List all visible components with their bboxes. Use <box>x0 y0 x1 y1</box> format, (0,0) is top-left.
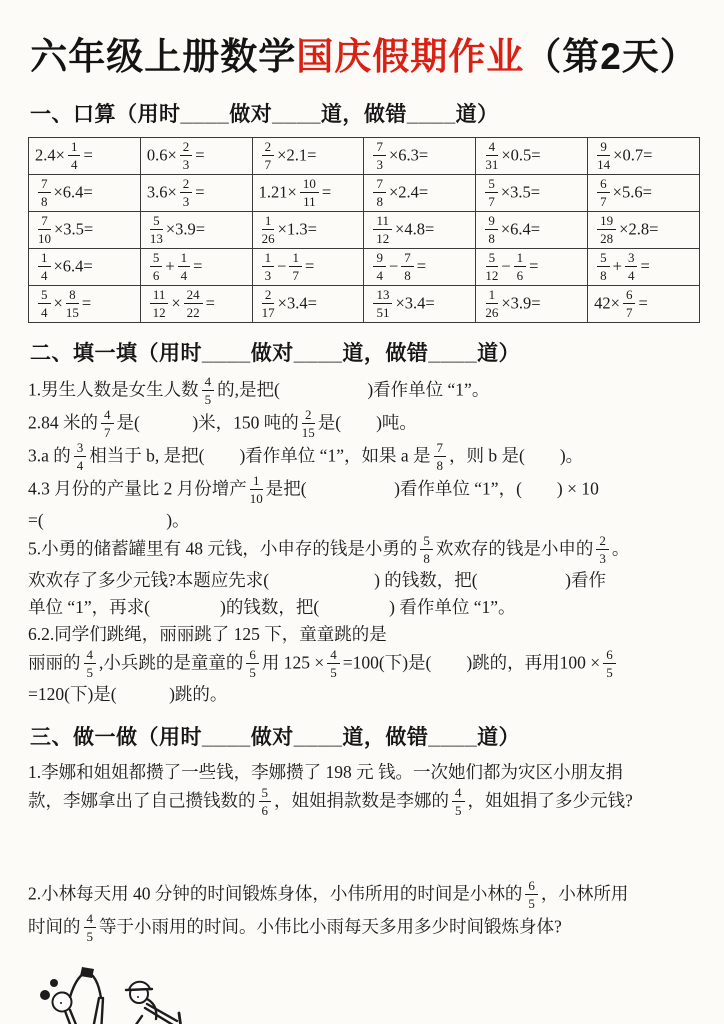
fraction: $\frac{10}{11}$ <box>300 177 319 208</box>
text-run: ×6.4= <box>500 218 541 238</box>
fill-problem-4 <box>28 475 700 533</box>
oral-math-cell <box>140 212 252 249</box>
fraction: $\frac{4}{7}$ <box>101 408 114 439</box>
fraction: $\frac{6}{7}$ <box>597 177 610 208</box>
fraction: $\frac{2}{7}$ <box>262 140 275 171</box>
oral-math-cell <box>588 175 700 212</box>
text-run: ×6.4= <box>53 181 93 201</box>
oral-math-cell <box>364 212 476 249</box>
do-problem-2 <box>28 880 700 944</box>
fill-problem-2 <box>28 409 700 440</box>
boy-cap-brim <box>126 989 152 990</box>
children-exercising-illustration <box>30 952 205 1024</box>
oral-math-cell <box>29 138 141 175</box>
oral-math-cell <box>252 249 364 286</box>
problem-line <box>28 649 700 680</box>
text-run: ，姐姐捐款数是李娜的 <box>274 790 449 811</box>
oral-math-cell <box>29 175 141 212</box>
fraction: $\frac{9}{4}$ <box>373 251 386 282</box>
oral-math-cell <box>476 286 588 323</box>
fraction: $\frac{6}{5}$ <box>603 648 616 679</box>
oral-math-cell <box>252 138 364 175</box>
oral-math-row <box>29 138 700 175</box>
text-run: 42× <box>594 292 620 312</box>
text-run: = <box>529 255 539 275</box>
text-run: 3.6× <box>146 181 177 201</box>
fraction: $\frac{2}{17}$ <box>261 286 275 320</box>
fraction: $\frac{1}{6}$ <box>514 251 527 282</box>
girl-pigtail-icon <box>40 990 50 1000</box>
fraction: $\frac{5}{7}$ <box>485 177 498 208</box>
text-run: 2.84 米的 <box>28 412 98 433</box>
fraction: $\frac{1}{3}$ <box>262 251 275 282</box>
text-run: 用 125 × <box>261 652 325 673</box>
text-run: 是( )吨。 <box>317 412 417 433</box>
fraction: $\frac{5}{8}$ <box>420 534 433 565</box>
fraction: $\frac{11}{12}$ <box>150 288 169 319</box>
problem-line <box>28 568 700 593</box>
fraction: $\frac{4}{5}$ <box>452 786 465 817</box>
text-run: = <box>205 292 215 312</box>
fraction: $\frac{4}{5}$ <box>84 912 97 943</box>
problem-line <box>28 880 700 911</box>
text-run: 5.小勇的储蓄罐里有 48 元钱，小申存的钱是小勇的 <box>28 538 418 559</box>
fraction: $\frac{4}{5}$ <box>202 375 215 406</box>
section-fill-header: 二、填一填（用时____做对____道，做错____道） <box>30 342 521 365</box>
text-run: ×3.9= <box>501 292 541 312</box>
fraction: $\frac{6}{5}$ <box>525 879 538 910</box>
problem-line <box>28 595 700 620</box>
fill-problems <box>28 376 700 707</box>
text-run: = <box>193 255 203 275</box>
fraction: $\frac{3}{4}$ <box>74 441 87 472</box>
text-run: − <box>388 255 399 275</box>
fraction: $\frac{7}{8}$ <box>401 251 414 282</box>
oral-math-cell <box>140 249 252 286</box>
text-run: 1.李娜和姐姐都攒了一些钱，李娜攒了 198 元 钱。一次她们都为灾区小朋友捐 <box>28 762 623 782</box>
text-run: 单位 “1”，再求( )的钱数，把( ) 看作单位 “1”。 <box>28 597 516 617</box>
text-run: = <box>640 255 650 275</box>
do-problems <box>28 760 700 944</box>
text-run: × <box>53 292 63 312</box>
text-run: ×3.4= <box>395 292 435 312</box>
fraction: $\frac{8}{15}$ <box>65 286 79 320</box>
oral-math-cell <box>364 175 476 212</box>
boy-stick <box>179 1013 181 1024</box>
fraction: $\frac{5}{13}$ <box>149 212 163 246</box>
title-part-1: 六年级上册数学 <box>30 36 297 77</box>
fraction: $\frac{13}{51}$ <box>373 288 392 319</box>
text-run: ,小兵跳的是童童的 <box>99 652 244 673</box>
fill-problem-5 <box>28 535 700 620</box>
fraction: $\frac{9}{8}$ <box>485 214 498 245</box>
text-run: ×2.8= <box>619 218 659 238</box>
fraction: $\frac{7}{3}$ <box>373 140 386 171</box>
section-do-header: 三、做一做（用时____做对____道，做错____道） <box>30 726 521 749</box>
text-run: ×0.5= <box>501 144 541 164</box>
oral-math-cell <box>476 175 588 212</box>
text-run: 相当于 b, 是把( )看作单位 “1”，如果 a 是 <box>89 445 431 466</box>
oral-math-cell <box>476 138 588 175</box>
text-run: = <box>81 292 92 312</box>
fraction: $\frac{5}{6}$ <box>150 251 163 282</box>
fraction: $\frac{7}{10}$ <box>38 212 51 246</box>
text-run: ×1.3= <box>277 218 317 238</box>
text-run: 是( )米，150 吨的 <box>116 412 299 433</box>
text-run: ×3.4= <box>277 292 317 312</box>
problem-line <box>28 622 700 647</box>
girl-leg <box>92 998 99 1024</box>
text-run: ×0.7= <box>613 144 653 164</box>
title-part-2: （第2天） <box>524 36 698 77</box>
fraction: $\frac{4}{31}$ <box>485 138 499 172</box>
fraction: $\frac{7}{8}$ <box>38 177 51 208</box>
text-run: − <box>501 255 511 275</box>
problem-line <box>28 760 700 785</box>
do-problem-1 <box>28 760 700 818</box>
text-run: 是把( )看作单位 “1”，( ) × 10 <box>265 478 599 499</box>
text-run: ×2.4= <box>388 181 429 201</box>
text-run: ×3.5= <box>54 218 94 238</box>
text-run: ，小林所用 <box>540 883 629 904</box>
problem-line <box>28 787 700 818</box>
fraction: $\frac{1}{4}$ <box>68 140 81 171</box>
oral-math-row <box>29 212 700 249</box>
text-run: ，姐姐捐了多少元钱? <box>467 790 633 811</box>
text-run: ×4.8= <box>395 218 435 238</box>
text-run: 。 <box>611 538 630 559</box>
problem-line <box>28 913 700 944</box>
fraction: $\frac{2}{15}$ <box>301 407 315 440</box>
problem-line <box>28 376 700 407</box>
fraction: $\frac{2}{3}$ <box>180 177 193 208</box>
text-run: 丽丽的 <box>28 652 81 673</box>
girl-arm <box>70 1010 79 1024</box>
section-oral-header: 一、口算（用时____做对____道，做错____道） <box>30 103 499 126</box>
text-run: 等于小雨用的时间。小伟比小雨每天多用多少时间锻炼身体? <box>99 916 562 937</box>
text-run: 欢欢存了多少元钱?本题应先求( ) 的钱数，把( )看作 <box>28 570 606 590</box>
oral-math-cell <box>29 249 141 286</box>
fraction: $\frac{5}{12}$ <box>485 249 499 283</box>
oral-math-cell <box>252 212 364 249</box>
fraction: $\frac{9}{14}$ <box>597 138 611 172</box>
text-run: ，则 b 是( )。 <box>449 445 584 466</box>
fraction: $\frac{1}{26}$ <box>261 212 275 246</box>
text-run: × <box>171 292 181 312</box>
text-run: = <box>83 144 93 164</box>
oral-math-table <box>28 137 700 323</box>
oral-math-cell <box>476 212 588 249</box>
fill-problem-3 <box>28 442 700 473</box>
girl-pigtail-icon <box>50 979 58 987</box>
fraction: $\frac{1}{26}$ <box>485 286 499 320</box>
fill-problem-6 <box>28 622 700 707</box>
text-run: ×6.3= <box>388 144 429 164</box>
problem-line <box>28 442 700 473</box>
text-run: = <box>195 181 205 201</box>
text-run: ×3.9= <box>165 218 206 238</box>
fraction: $\frac{5}{8}$ <box>597 251 610 282</box>
oral-math-cell <box>364 286 476 323</box>
fraction: $\frac{1}{4}$ <box>178 251 191 282</box>
fill-problem-1 <box>28 376 700 407</box>
text-run: 1.男生人数是女生人数 <box>28 379 199 400</box>
oral-math-cell <box>140 175 252 212</box>
fraction: $\frac{4}{5}$ <box>327 648 340 679</box>
text-run: ×3.5= <box>500 181 541 201</box>
oral-math-cell <box>588 286 700 323</box>
oral-math-cell <box>29 286 141 323</box>
fraction: $\frac{3}{4}$ <box>625 251 638 282</box>
fraction: $\frac{19}{28}$ <box>597 214 616 245</box>
text-run: =120(下)是( )跳的。 <box>28 684 228 704</box>
oral-math-cell <box>252 286 364 323</box>
oral-math-table-body <box>29 138 700 323</box>
fraction: $\frac{6}{7}$ <box>623 288 636 319</box>
oral-math-cell <box>588 212 700 249</box>
girl-leg <box>101 998 103 1024</box>
text-run: ×5.6= <box>612 181 652 201</box>
fraction: $\frac{7}{8}$ <box>373 177 386 208</box>
text-run: + <box>612 255 622 275</box>
fraction: $\frac{11}{12}$ <box>373 214 392 245</box>
text-run: = <box>195 144 205 164</box>
text-run: 欢欢存的钱是小申的 <box>435 538 594 559</box>
text-run: = <box>321 181 332 201</box>
title-part-red: 国庆假期作业 <box>296 36 525 77</box>
fraction: $\frac{5}{6}$ <box>259 786 272 817</box>
text-run: 6.2.同学们跳绳，丽丽跳了 125 下，童童跳的是 <box>28 624 387 644</box>
problem-line <box>28 475 700 506</box>
text-run: = <box>638 292 648 312</box>
text-run: 时间的 <box>28 916 81 937</box>
oral-math-row <box>29 249 700 286</box>
text-run: = <box>416 255 427 275</box>
text-run: 0.6× <box>146 144 177 164</box>
answer-work-space <box>28 822 700 878</box>
boy-leg <box>133 1016 145 1024</box>
page-title <box>28 26 700 80</box>
text-run: − <box>277 255 287 275</box>
oral-math-cell <box>29 212 141 249</box>
text-run: =( )。 <box>28 510 190 530</box>
oral-math-cell <box>140 138 252 175</box>
text-run: 2.4× <box>35 144 65 164</box>
text-run: 2.小林每天用 40 分钟的时间锻炼身体，小伟所用的时间是小林的 <box>28 883 523 904</box>
text-run: + <box>165 255 175 275</box>
text-run: ×6.4= <box>53 255 93 275</box>
problem-line <box>28 682 700 707</box>
problem-line <box>28 535 700 566</box>
fraction: $\frac{4}{5}$ <box>84 648 97 679</box>
fraction: $\frac{24}{22}$ <box>184 288 203 319</box>
oral-math-cell <box>588 249 700 286</box>
text-run: ×2.1= <box>277 144 317 164</box>
girl-shorts <box>80 967 94 978</box>
text-run: 款，李娜拿出了自己攒钱数的 <box>28 790 256 811</box>
text-run: 3.a 的 <box>28 445 71 466</box>
oral-math-cell <box>588 138 700 175</box>
fraction: $\frac{2}{3}$ <box>596 534 609 565</box>
oral-math-cell <box>140 286 252 323</box>
text-run: 1.21× <box>258 181 297 201</box>
oral-math-row <box>29 175 700 212</box>
fraction: $\frac{2}{3}$ <box>180 140 193 171</box>
oral-math-cell <box>364 138 476 175</box>
oral-math-cell <box>476 249 588 286</box>
text-run: 4.3 月份的产量比 2 月份增产 <box>28 478 247 499</box>
problem-line <box>28 409 700 440</box>
fraction: $\frac{1}{4}$ <box>38 251 51 282</box>
problem-line <box>28 508 700 533</box>
fraction: $\frac{1}{10}$ <box>249 473 263 506</box>
fraction: $\frac{7}{8}$ <box>434 441 447 472</box>
oral-math-cell <box>364 249 476 286</box>
oral-math-cell <box>252 175 364 212</box>
fraction: $\frac{5}{4}$ <box>38 288 51 319</box>
fraction: $\frac{6}{5}$ <box>246 648 259 679</box>
text-run: = <box>304 255 315 275</box>
text-run: 的,是把( )看作单位 “1”。 <box>217 379 490 400</box>
fraction: $\frac{1}{7}$ <box>289 251 302 282</box>
text-run: =100(下)是( )跳的，再用100 × <box>342 652 601 673</box>
oral-math-row <box>29 286 700 323</box>
